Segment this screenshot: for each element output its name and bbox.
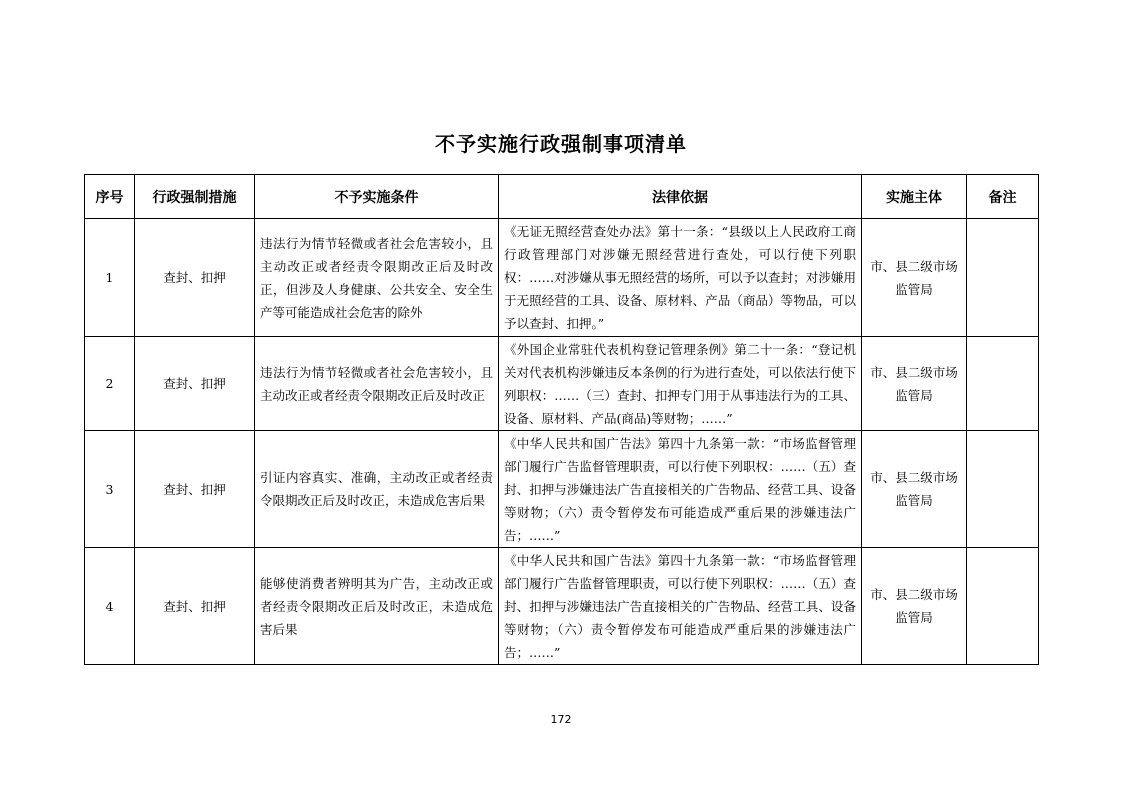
cell-authority: 市、县二级市场监管局: [862, 219, 967, 337]
cell-index: 4: [85, 548, 135, 665]
table-header-row: [85, 175, 1039, 219]
cell-remark: [967, 337, 1039, 431]
cell-basis: 《中华人民共和国广告法》第四十九条第一款：“市场监督管理部门履行广告监督管理职责，可以行使下列职权：……（五）查封、扣押与涉嫌违法广告直接相关的广告物品、经营工具、设备等财物；（六）责令暂停发布可能造成严重后果的涉嫌违法广告；……”: [499, 431, 862, 548]
header-condition: 不予实施条件: [255, 175, 499, 219]
cell-basis: 《外国企业常驻代表机构登记管理条例》第二十一条：“登记机关对代表机构涉嫌违反本条例的行为进行查处，可以依法行使下列职权：……（三）查封、扣押专门用于从事违法行为的工具、设备、原材料、产品(商品)等财物；……”: [499, 337, 862, 431]
cell-condition: 违法行为情节轻微或者社会危害较小，且主动改正或者经责令限期改正后及时改正，但涉及人身健康、公共安全、安全生产等可能造成社会危害的除外: [255, 219, 499, 337]
header-remark: 备注: [967, 175, 1039, 219]
table-row: [85, 431, 1039, 548]
cell-measure: 查封、扣押: [135, 337, 255, 431]
page-number: 172: [550, 713, 572, 726]
cell-condition: 引证内容真实、准确，主动改正或者经责令限期改正后及时改正，未造成危害后果: [255, 431, 499, 548]
cell-measure: 查封、扣押: [135, 548, 255, 665]
table-row: [85, 548, 1039, 665]
header-basis: 法律依据: [499, 175, 862, 219]
cell-condition: 违法行为情节轻微或者社会危害较小，且主动改正或者经责令限期改正后及时改正: [255, 337, 499, 431]
cell-measure: 查封、扣押: [135, 219, 255, 337]
cell-index: 2: [85, 337, 135, 431]
cell-remark: [967, 431, 1039, 548]
cell-remark: [967, 219, 1039, 337]
header-index: 序号: [85, 175, 135, 219]
cell-basis: 《中华人民共和国广告法》第四十九条第一款：“市场监督管理部门履行广告监督管理职责，可以行使下列职权：……（五）查封、扣押与涉嫌违法广告直接相关的广告物品、经营工具、设备等财物；（六）责令暂停发布可能造成严重后果的涉嫌违法广告；……”: [499, 548, 862, 665]
table-row: [85, 337, 1039, 431]
cell-authority: 市、县二级市场监管局: [862, 548, 967, 665]
cell-measure: 查封、扣押: [135, 431, 255, 548]
cell-condition: 能够使消费者辨明其为广告，主动改正或者经责令限期改正后及时改正，未造成危害后果: [255, 548, 499, 665]
table-row: [85, 219, 1039, 337]
header-authority: 实施主体: [862, 175, 967, 219]
page-title: 不予实施行政强制事项清单: [435, 132, 687, 156]
cell-authority: 市、县二级市场监管局: [862, 337, 967, 431]
cell-index: 1: [85, 219, 135, 337]
cell-index: 3: [85, 431, 135, 548]
cell-basis: 《无证无照经营查处办法》第十一条：“县级以上人民政府工商行政管理部门对涉嫌无照经营进行查处，可以行使下列职权：……对涉嫌从事无照经营的场所，可以予以查封；对涉嫌用于无照经营的工具、设备、原材料、产品（商品）等物品，可以予以查封、扣押。”: [499, 219, 862, 337]
header-measure: 行政强制措施: [135, 175, 255, 219]
items-table: [84, 174, 1039, 665]
cell-authority: 市、县二级市场监管局: [862, 431, 967, 548]
cell-remark: [967, 548, 1039, 665]
